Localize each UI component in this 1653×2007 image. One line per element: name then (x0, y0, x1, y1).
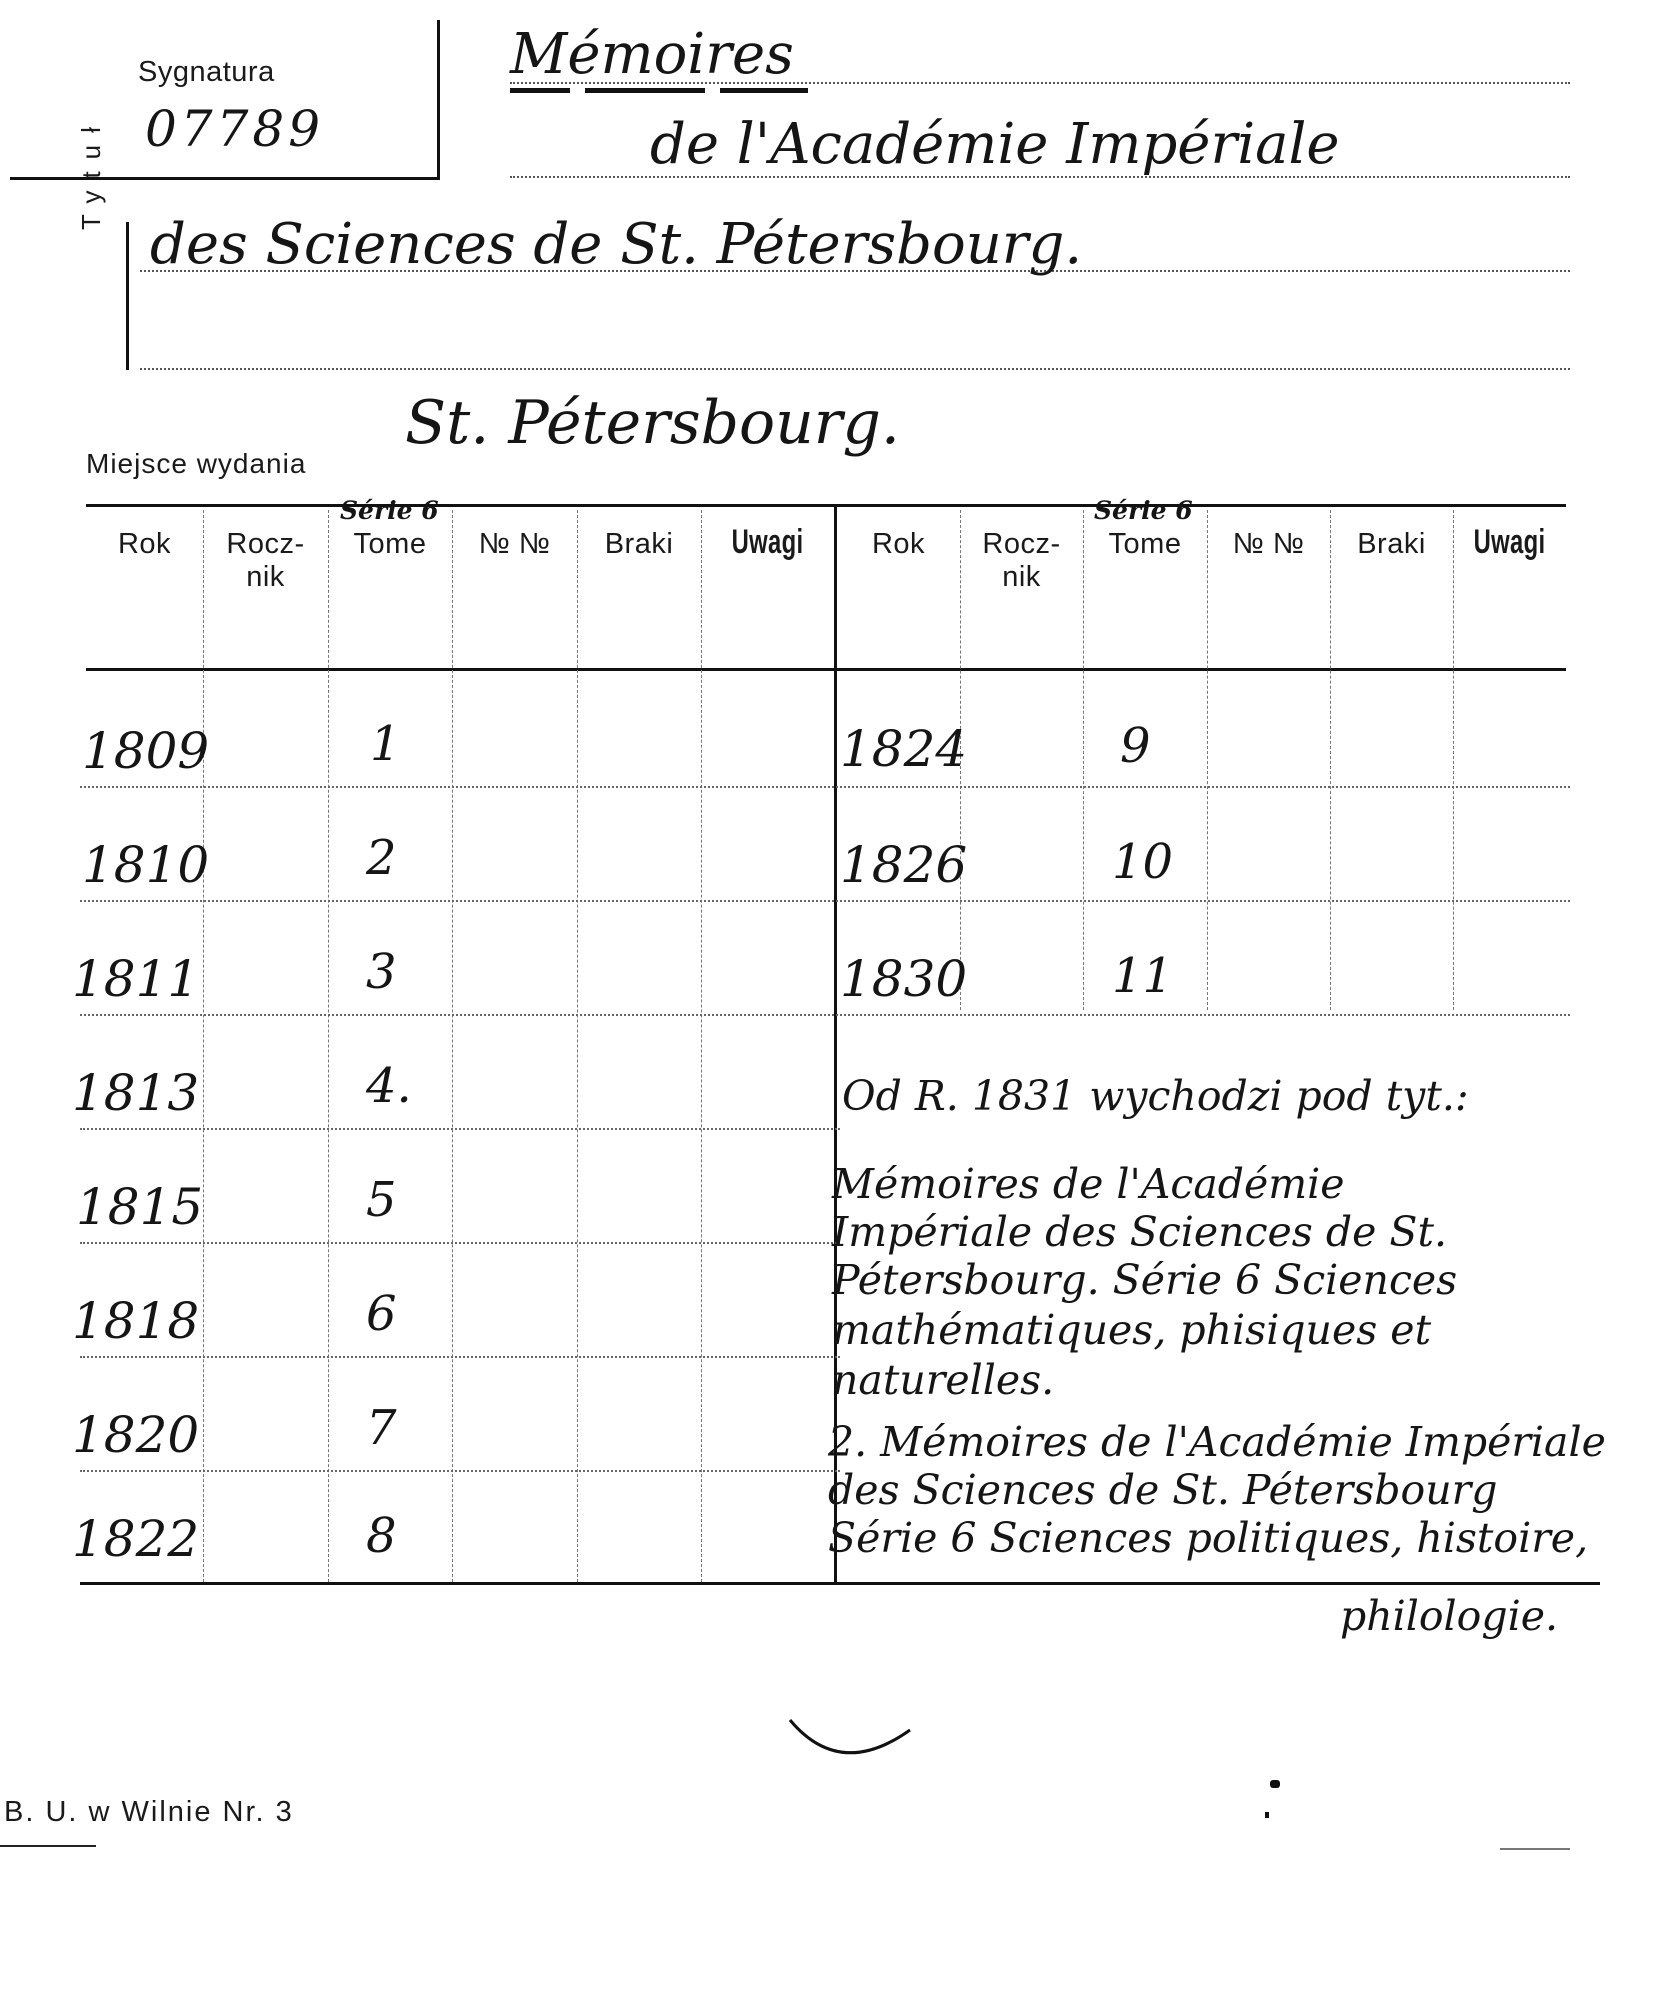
place-label: Miejsce wydania (86, 448, 307, 479)
stray-mark (1270, 1780, 1280, 1788)
row-year: 1830 (840, 950, 968, 1008)
table-top-rule (86, 504, 1566, 507)
row-rule (80, 786, 1570, 788)
row-tome: 10 (1112, 834, 1174, 890)
column-rule (452, 510, 453, 1582)
header-rocznik: Rocz- nik (226, 528, 305, 593)
row-tome: 2 (366, 830, 397, 886)
row-year: 1820 (72, 1406, 200, 1464)
row-year: 1824 (840, 720, 968, 778)
title-underline (510, 88, 570, 93)
serie-note: Série 6 (1094, 496, 1193, 525)
place-value: St. Pétersbourg. (405, 388, 900, 458)
row-year: 1826 (840, 836, 968, 894)
serie-note: Série 6 (340, 496, 439, 525)
title-label: Tytuł (76, 115, 106, 230)
header-tome: Tome (353, 528, 427, 560)
note-line: des Sciences de St. Pétersbourg (828, 1466, 1498, 1514)
stray-mark (1265, 1812, 1269, 1818)
row-year: 1818 (72, 1292, 200, 1350)
footer-rule (0, 1845, 96, 1847)
header-numbers: № № (478, 528, 551, 560)
header-tome: Tome (1108, 528, 1182, 560)
column-rule (203, 510, 204, 1582)
note-line: Od R. 1831 wychodzi pod tyt.: (842, 1072, 1469, 1120)
stray-mark (780, 1710, 920, 1770)
row-tome: 11 (1112, 948, 1174, 1004)
row-tome: 8 (366, 1508, 397, 1564)
row-rule (80, 1242, 840, 1244)
column-rule (1083, 510, 1084, 1010)
row-rule (80, 1470, 840, 1472)
table-header-rule (86, 668, 1566, 671)
header-uwagi: Uwagi (1473, 523, 1546, 561)
column-rule (1207, 510, 1208, 1010)
row-year: 1815 (76, 1178, 204, 1236)
title-line-1: Mémoires (510, 22, 794, 87)
header-braki: Braki (604, 528, 674, 560)
title-underline (720, 88, 808, 93)
row-tome: 9 (1120, 718, 1151, 774)
stray-mark (1500, 1848, 1570, 1850)
title-bracket (126, 222, 129, 370)
row-rule (80, 900, 1570, 902)
row-tome: 4. (366, 1058, 412, 1114)
header-numbers: № № (1232, 528, 1305, 560)
header-uwagi: Uwagi (731, 523, 804, 561)
row-year: 1813 (72, 1064, 200, 1122)
row-tome: 3 (366, 944, 397, 1000)
row-rule (80, 1128, 840, 1130)
row-rule (80, 1356, 840, 1358)
note-line: 2. Mémoires de l'Académie Impériale (828, 1418, 1606, 1466)
header-rok: Rok (871, 528, 926, 560)
row-year: 1822 (72, 1510, 200, 1568)
column-rule (1330, 510, 1331, 1010)
column-rule (577, 510, 578, 1582)
note-line: naturelles. (832, 1356, 1055, 1404)
table-bottom-rule (80, 1582, 1600, 1585)
footer-text: B. U. w Wilnie Nr. 3 (4, 1796, 294, 1828)
column-rule (1453, 510, 1454, 1010)
note-line: philologie. (1340, 1592, 1559, 1640)
header-braki: Braki (1357, 528, 1426, 560)
signature-value: 07789 (145, 100, 325, 158)
row-year: 1810 (82, 836, 210, 894)
note-line: Mémoires de l'Académie (832, 1160, 1345, 1208)
row-tome: 6 (366, 1286, 397, 1342)
note-line: mathématiques, phisiques et (832, 1306, 1432, 1354)
title-underline (585, 88, 705, 93)
column-rule (328, 510, 329, 1582)
row-rule (80, 1014, 1570, 1016)
title-line-2: de l'Académie Impériale (650, 112, 1340, 177)
note-line: Série 6 Sciences politiques, histoire, (828, 1514, 1589, 1562)
header-rocznik: Rocz- nik (982, 528, 1061, 593)
note-line: Pétersbourg. Série 6 Sciences (832, 1256, 1458, 1304)
header-rok: Rok (117, 528, 172, 560)
column-rule (701, 510, 702, 1582)
row-year: 1809 (82, 722, 210, 780)
note-line: Impériale des Sciences de St. (832, 1208, 1447, 1256)
signature-label: Sygnatura (138, 56, 275, 88)
row-tome: 1 (370, 716, 401, 772)
row-tome: 7 (366, 1400, 397, 1456)
row-tome: 5 (366, 1172, 397, 1228)
title-line-4-rule (140, 368, 1570, 370)
title-line-3: des Sciences de St. Pétersbourg. (150, 212, 1083, 277)
row-year: 1811 (72, 950, 200, 1008)
